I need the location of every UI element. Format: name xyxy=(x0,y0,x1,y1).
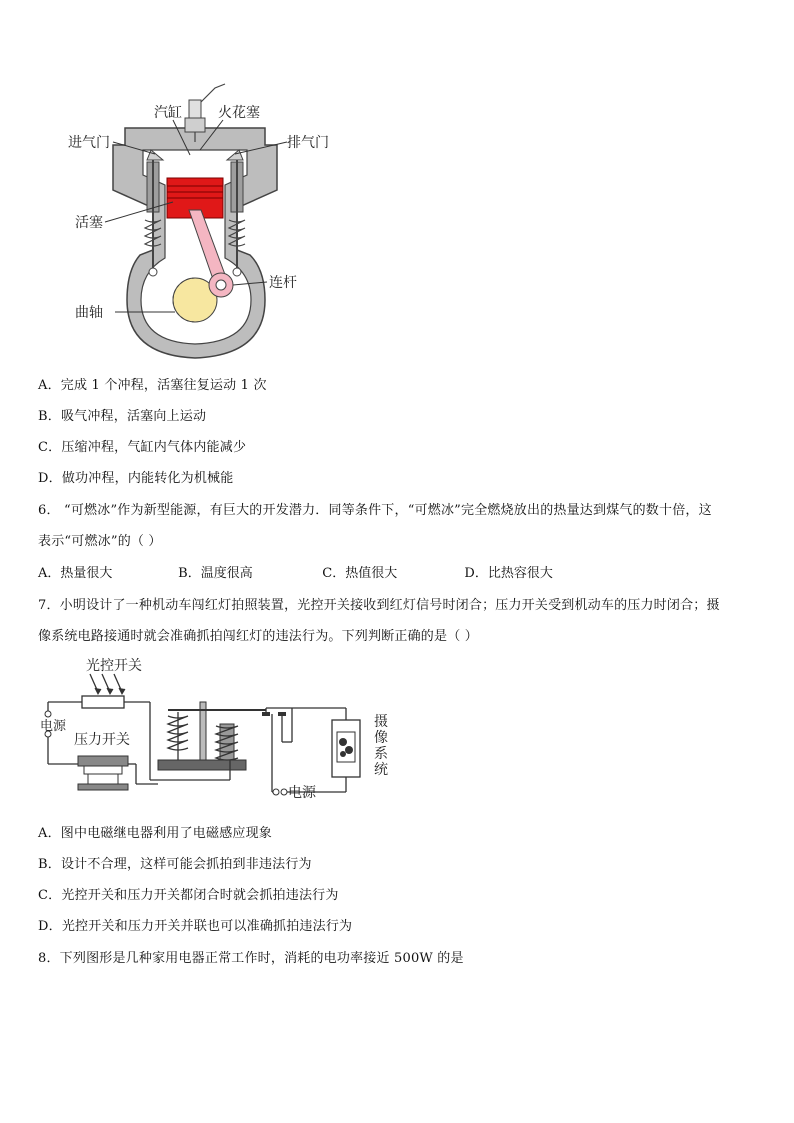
q7-option-a: A．图中电磁继电器利用了电磁感应现象 xyxy=(38,826,272,841)
light-control-switch xyxy=(82,674,125,708)
electromagnetic-relay xyxy=(158,702,286,780)
q7-option-d: D．光控开关和压力开关并联也可以准确抓拍违法行为 xyxy=(38,919,353,934)
q7-option-c: C．光控开关和压力开关都闭合时就会抓拍违法行为 xyxy=(38,888,339,903)
q7-stem-line1: 7．小明设计了一种机动车闯红灯拍照装置，光控开关接收到红灯信号时闭合；压力开关受到机动车的压力时闭合；摄 xyxy=(38,598,720,613)
q6-option-c: C．热值很大 xyxy=(322,566,398,581)
q6-stem-line2: 表示“可燃冰”的（ ） xyxy=(38,534,162,549)
q5-option-a: A．完成 1 个冲程，活塞往复运动 1 次 xyxy=(38,378,267,393)
label-connecting-rod: 连杆 xyxy=(269,275,297,291)
q6-option-d: D．比热容很大 xyxy=(464,566,553,581)
label-light-switch: 光控开关 xyxy=(86,658,142,674)
circuit-diagram xyxy=(40,652,390,807)
label-intake-valve: 进气门 xyxy=(68,135,110,151)
pressure-switch xyxy=(78,756,128,790)
engine-diagram xyxy=(55,80,345,365)
label-exhaust-valve: 排气门 xyxy=(287,135,329,151)
label-crankshaft: 曲轴 xyxy=(75,305,103,321)
label-power-left: 电源 xyxy=(40,719,67,734)
label-power-bottom: 电源 xyxy=(288,785,316,801)
q6-options xyxy=(38,562,553,581)
label-spark-plug: 火花塞 xyxy=(218,105,260,121)
label-piston: 活塞 xyxy=(75,215,103,231)
label-pressure-switch: 压力开关 xyxy=(74,732,130,748)
q5-option-b: B．吸气冲程，活塞向上运动 xyxy=(38,409,207,424)
q6-option-a: A．热量很大 xyxy=(38,566,113,581)
label-cylinder: 汽缸 xyxy=(154,105,182,121)
q5-option-d: D．做功冲程，内能转化为机械能 xyxy=(38,471,234,486)
q6-option-b: B．温度很高 xyxy=(178,566,253,581)
q6-stem-line1: 6． “可燃冰”作为新型能源，有巨大的开发潜力．同等条件下，“可燃冰”完全燃烧放出的热量达到煤气的数十倍，这 xyxy=(38,503,712,518)
q7-stem-line2: 像系统电路接通时就会准确抓拍闯红灯的违法行为。下列判断正确的是（ ） xyxy=(38,629,478,644)
q8-stem: 8．下列图形是几种家用电器正常工作时，消耗的电功率接近 500W 的是 xyxy=(38,951,464,966)
power-source-bottom xyxy=(273,789,287,795)
q5-option-c: C．压缩冲程，气缸内气体内能减少 xyxy=(38,440,247,455)
engine-body xyxy=(113,128,277,358)
label-camera-system: 摄像系统 xyxy=(374,714,388,778)
q7-option-b: B．设计不合理，这样可能会抓拍到非违法行为 xyxy=(38,857,312,872)
camera-system xyxy=(332,720,360,777)
